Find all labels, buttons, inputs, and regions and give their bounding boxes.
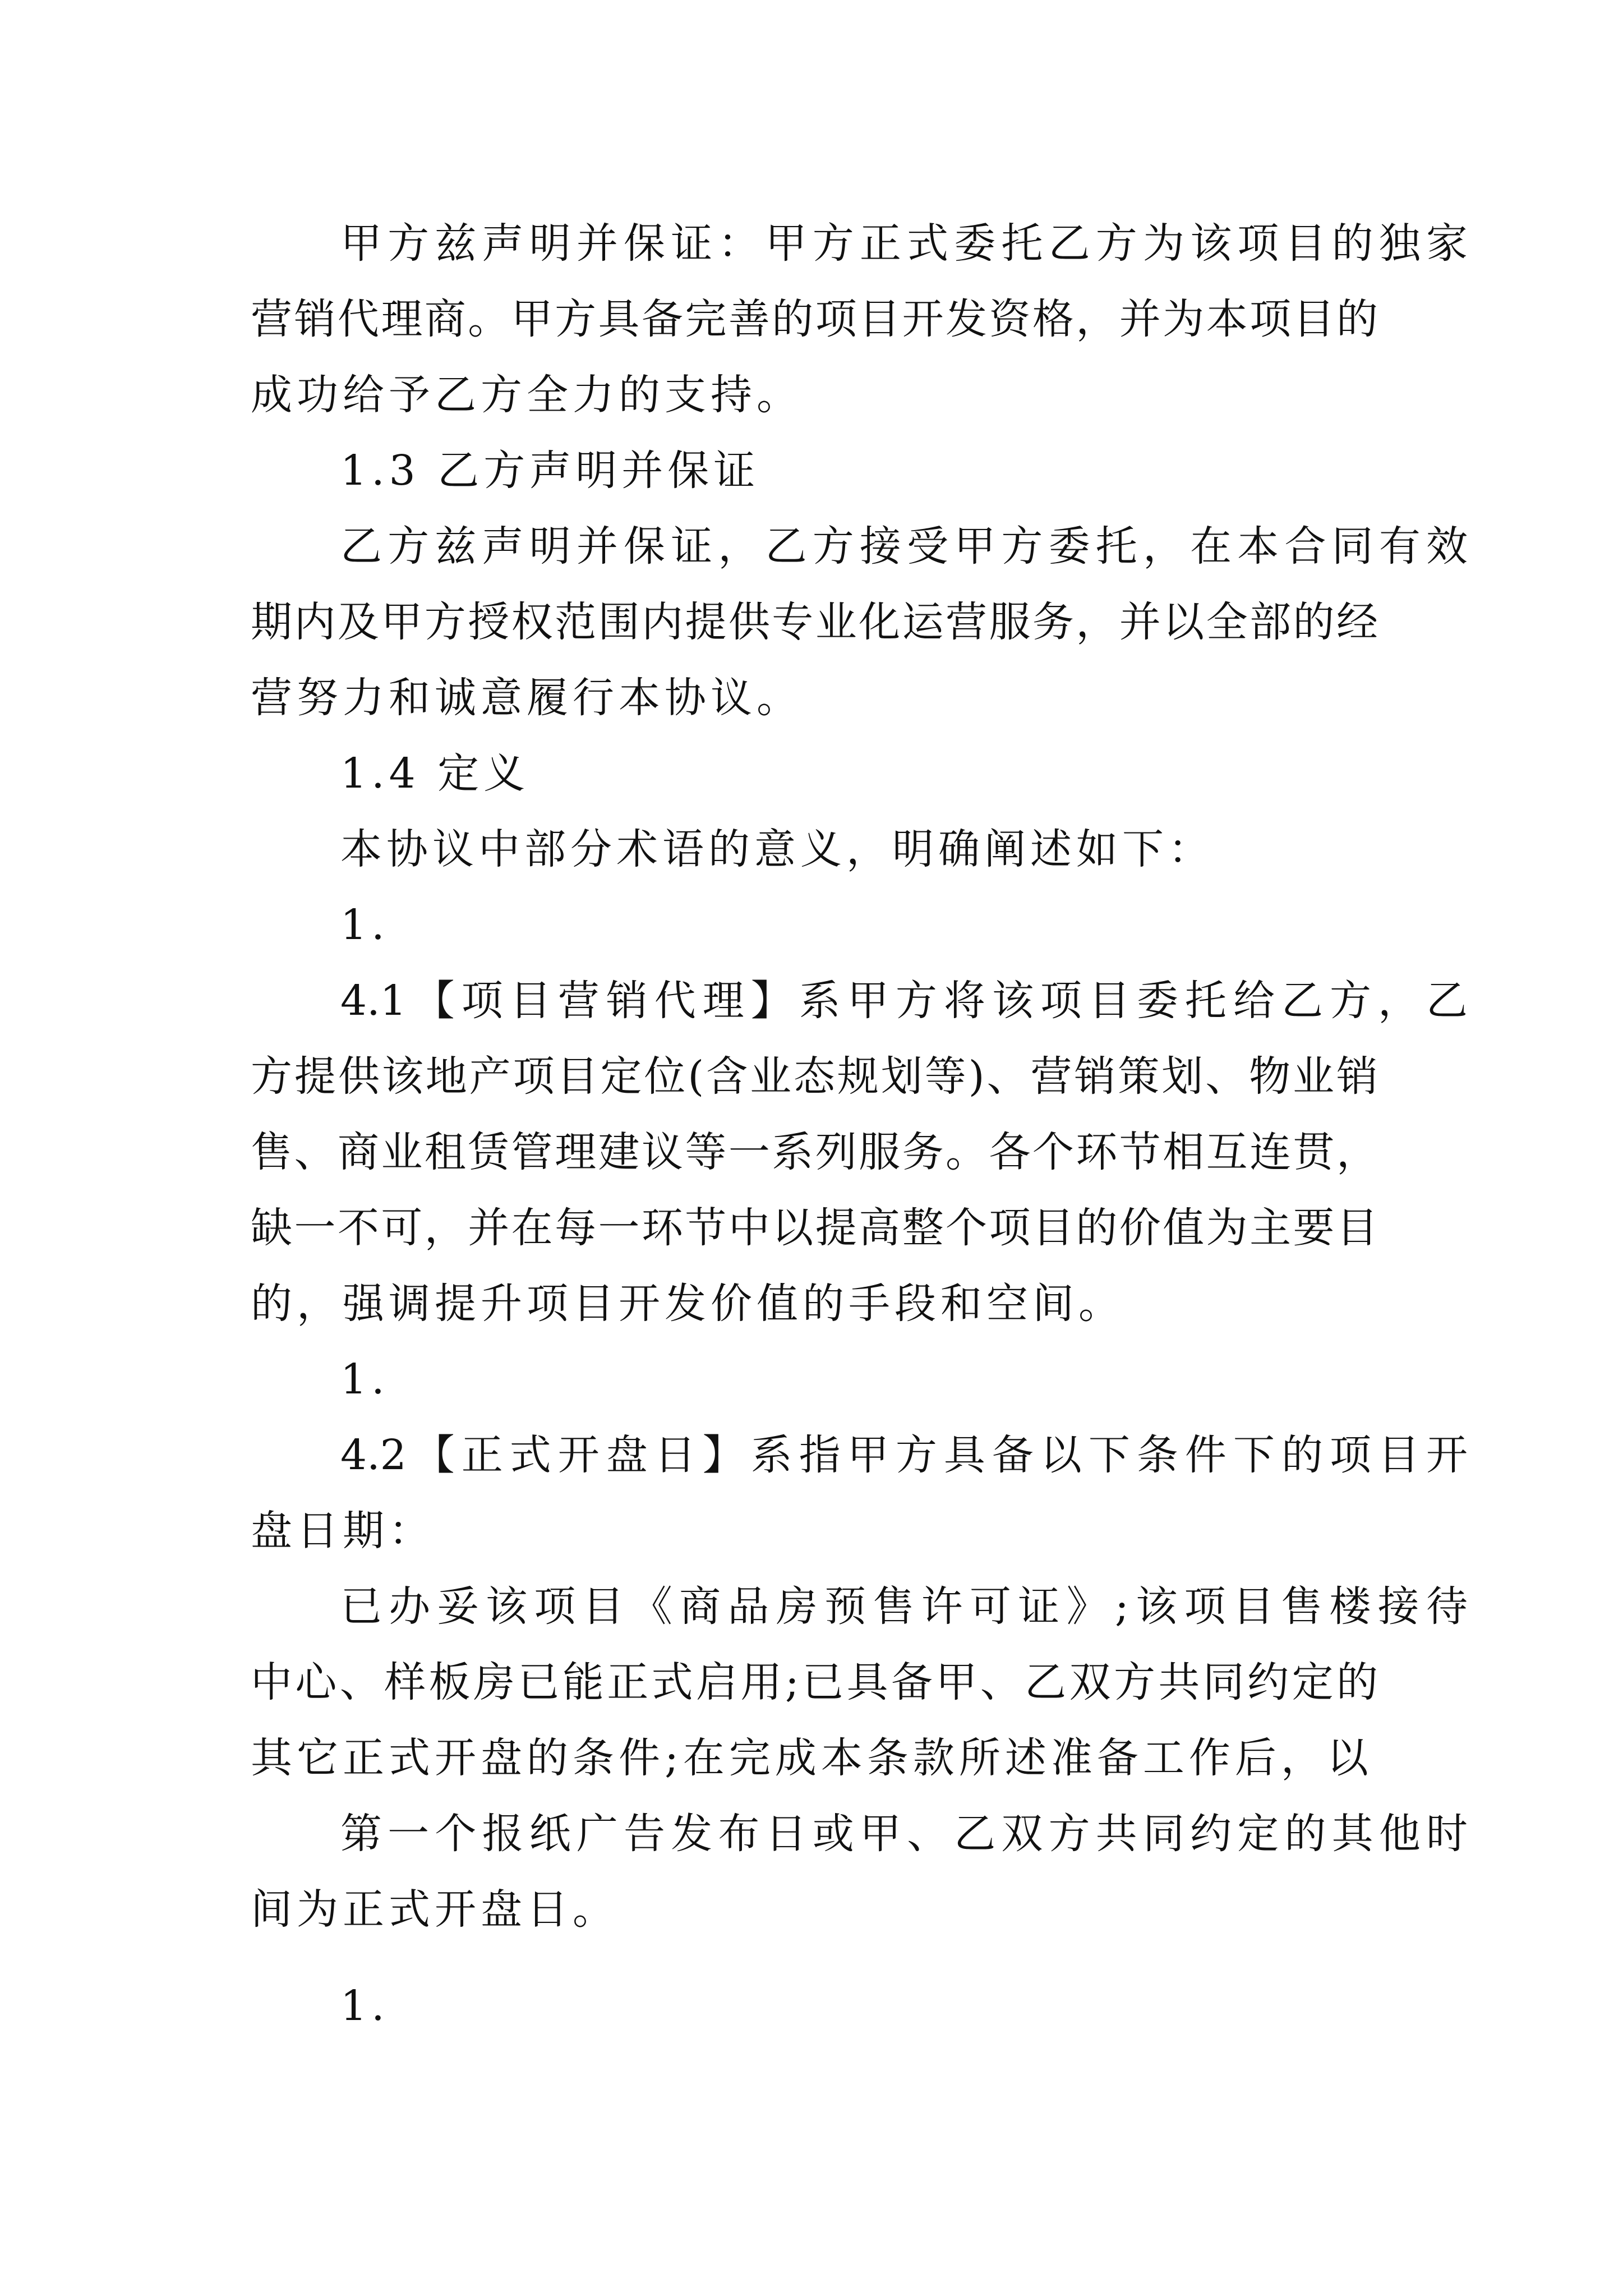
paragraph-line: 方提供该地产项目定位(含业态规划等)、营销策划、物业销 [251,1052,1378,1101]
paragraph-line: 售、商业租赁管理建议等一系列服务。各个环节相互连贯， [251,1128,1378,1176]
paragraph-line: 营销代理商。甲方具备完善的项目开发资格，并为本项目的 [251,295,1378,343]
section-heading: 1.4 定义 [340,749,530,798]
paragraph-line: 4.2【正式开盘日】系指甲方具备以下条件下的项目开 [340,1431,1468,1479]
list-marker: 1. [340,1982,389,2030]
paragraph-line: 的，强调提升项目开发价值的手段和空间。 [251,1280,1124,1328]
paragraph-line: 甲方兹声明并保证：甲方正式委托乙方为该项目的独家 [340,219,1468,268]
paragraph-line: 期内及甲方授权范围内提供专业化运营服务，并以全部的经 [251,598,1378,646]
paragraph-line: 第一个报纸广告发布日或甲、乙双方共同约定的其他时 [340,1810,1468,1858]
section-heading: 1.3 乙方声明并保证 [340,447,760,495]
paragraph-line: 成功给予乙方全力的支持。 [251,371,803,419]
list-marker: 1. [340,1355,389,1404]
paragraph-line: 乙方兹声明并保证，乙方接受甲方委托，在本合同有效 [340,522,1468,570]
paragraph-line: 间为正式开盘日。 [251,1885,619,1934]
paragraph-line: 本协议中部分术语的意义，明确阐述如下： [340,825,1214,873]
paragraph-line: 其它正式开盘的条件;在完成本条款所述准备工作后，以 [251,1734,1373,1782]
paragraph-line: 缺一不可，并在每一环节中以提高整个项目的价值为主要目 [251,1204,1378,1252]
paragraph-line: 中心、样板房已能正式启用;已具备甲、乙双方共同约定的 [251,1658,1378,1706]
paragraph-line: 盘日期： [251,1507,435,1555]
paragraph-line: 营努力和诚意履行本协议。 [251,674,803,722]
list-marker: 1. [340,901,389,949]
paragraph-line: 已办妥该项目《商品房预售许可证》;该项目售楼接待 [340,1582,1468,1631]
paragraph-line: 4.1【项目营销代理】系甲方将该项目委托给乙方，乙 [340,977,1468,1025]
